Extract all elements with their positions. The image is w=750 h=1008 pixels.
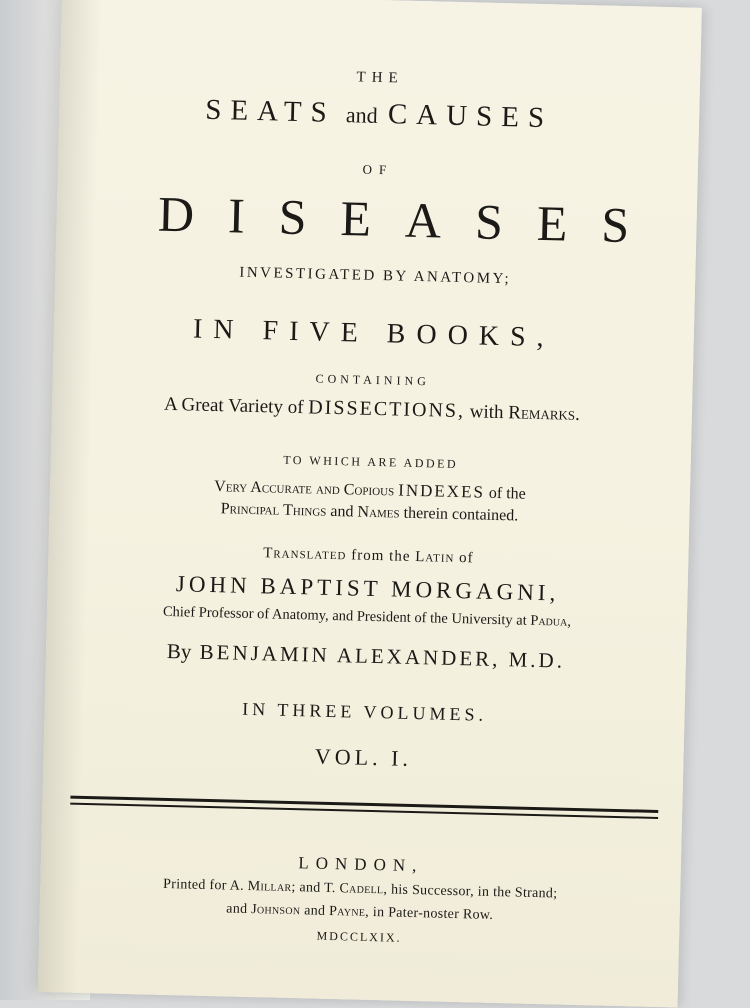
line-variety [52, 390, 692, 429]
principal-contained: therein contained. [403, 504, 519, 525]
translated-of: of [458, 550, 474, 567]
author-name: JOHN BAPTIST MORGAGNI, [175, 571, 560, 606]
principal-things: Principal Things [220, 500, 327, 520]
printed-millar: Millar; [247, 878, 296, 896]
translator-name: BENJAMIN ALEXANDER, M.D. [199, 639, 566, 673]
translator-line [46, 636, 686, 677]
title-seats: SEATS [204, 93, 337, 129]
volume-number: VOL. I. [314, 743, 413, 771]
johnson-row: in Pater-noster Row. [372, 905, 494, 923]
accurate-text-a: Very Accurate and Copious [214, 478, 395, 500]
volumes-line: IN THREE VOLUMES. [241, 698, 488, 725]
title-of: OF [362, 161, 394, 178]
accurate-indexes: INDEXES [397, 480, 486, 502]
translated-word: Translated [262, 545, 347, 564]
title-and: and [345, 102, 378, 128]
imprint-city: LONDON, [298, 853, 424, 876]
imprint-year: MDCCLXIX. [316, 928, 402, 945]
subtitle-investigated: INVESTIGATED BY ANATOMY; [239, 264, 512, 288]
author-title-padua: Padua, [530, 612, 572, 630]
variety-text-with: with [469, 401, 504, 424]
accurate-text-c: of the [488, 484, 526, 503]
translated-latin: Latin [415, 548, 455, 566]
printed-text-e: his Successor, in the Strand; [390, 882, 558, 902]
label-containing: CONTAINING [315, 371, 431, 389]
johnson-and-b: and [304, 903, 326, 919]
principal-and: and [330, 502, 354, 521]
johnson-and-a: and [226, 901, 248, 917]
translated-from: from the [351, 547, 411, 565]
variety-remarks: Remarks. [508, 402, 581, 425]
subtitle-five-books: IN FIVE BOOKS, [192, 313, 556, 354]
title-page [38, 0, 702, 1008]
label-added: TO WHICH ARE ADDED [283, 452, 459, 471]
author-title-text: Chief Professor of Anatomy, and President of the University at [162, 603, 527, 629]
printed-text-a: Printed for A. [162, 876, 245, 894]
variety-dissections: DISSECTIONS, [308, 396, 466, 423]
johnson-payne: Payne, [328, 903, 370, 920]
title-the: THE [356, 69, 404, 87]
line-translated [48, 540, 688, 573]
variety-text-a: A Great Variety of [163, 393, 304, 419]
printed-text-c: and T. [299, 880, 336, 897]
title-causes: CAUSES [387, 98, 554, 135]
title-seats-and-causes [59, 90, 700, 139]
johnson-name: Johnson [251, 902, 301, 919]
principal-names: Names [357, 503, 400, 522]
translator-by: By [166, 638, 192, 664]
title-diseases: DISEASES [157, 185, 664, 254]
printed-cadell: Cadell, [339, 881, 388, 898]
